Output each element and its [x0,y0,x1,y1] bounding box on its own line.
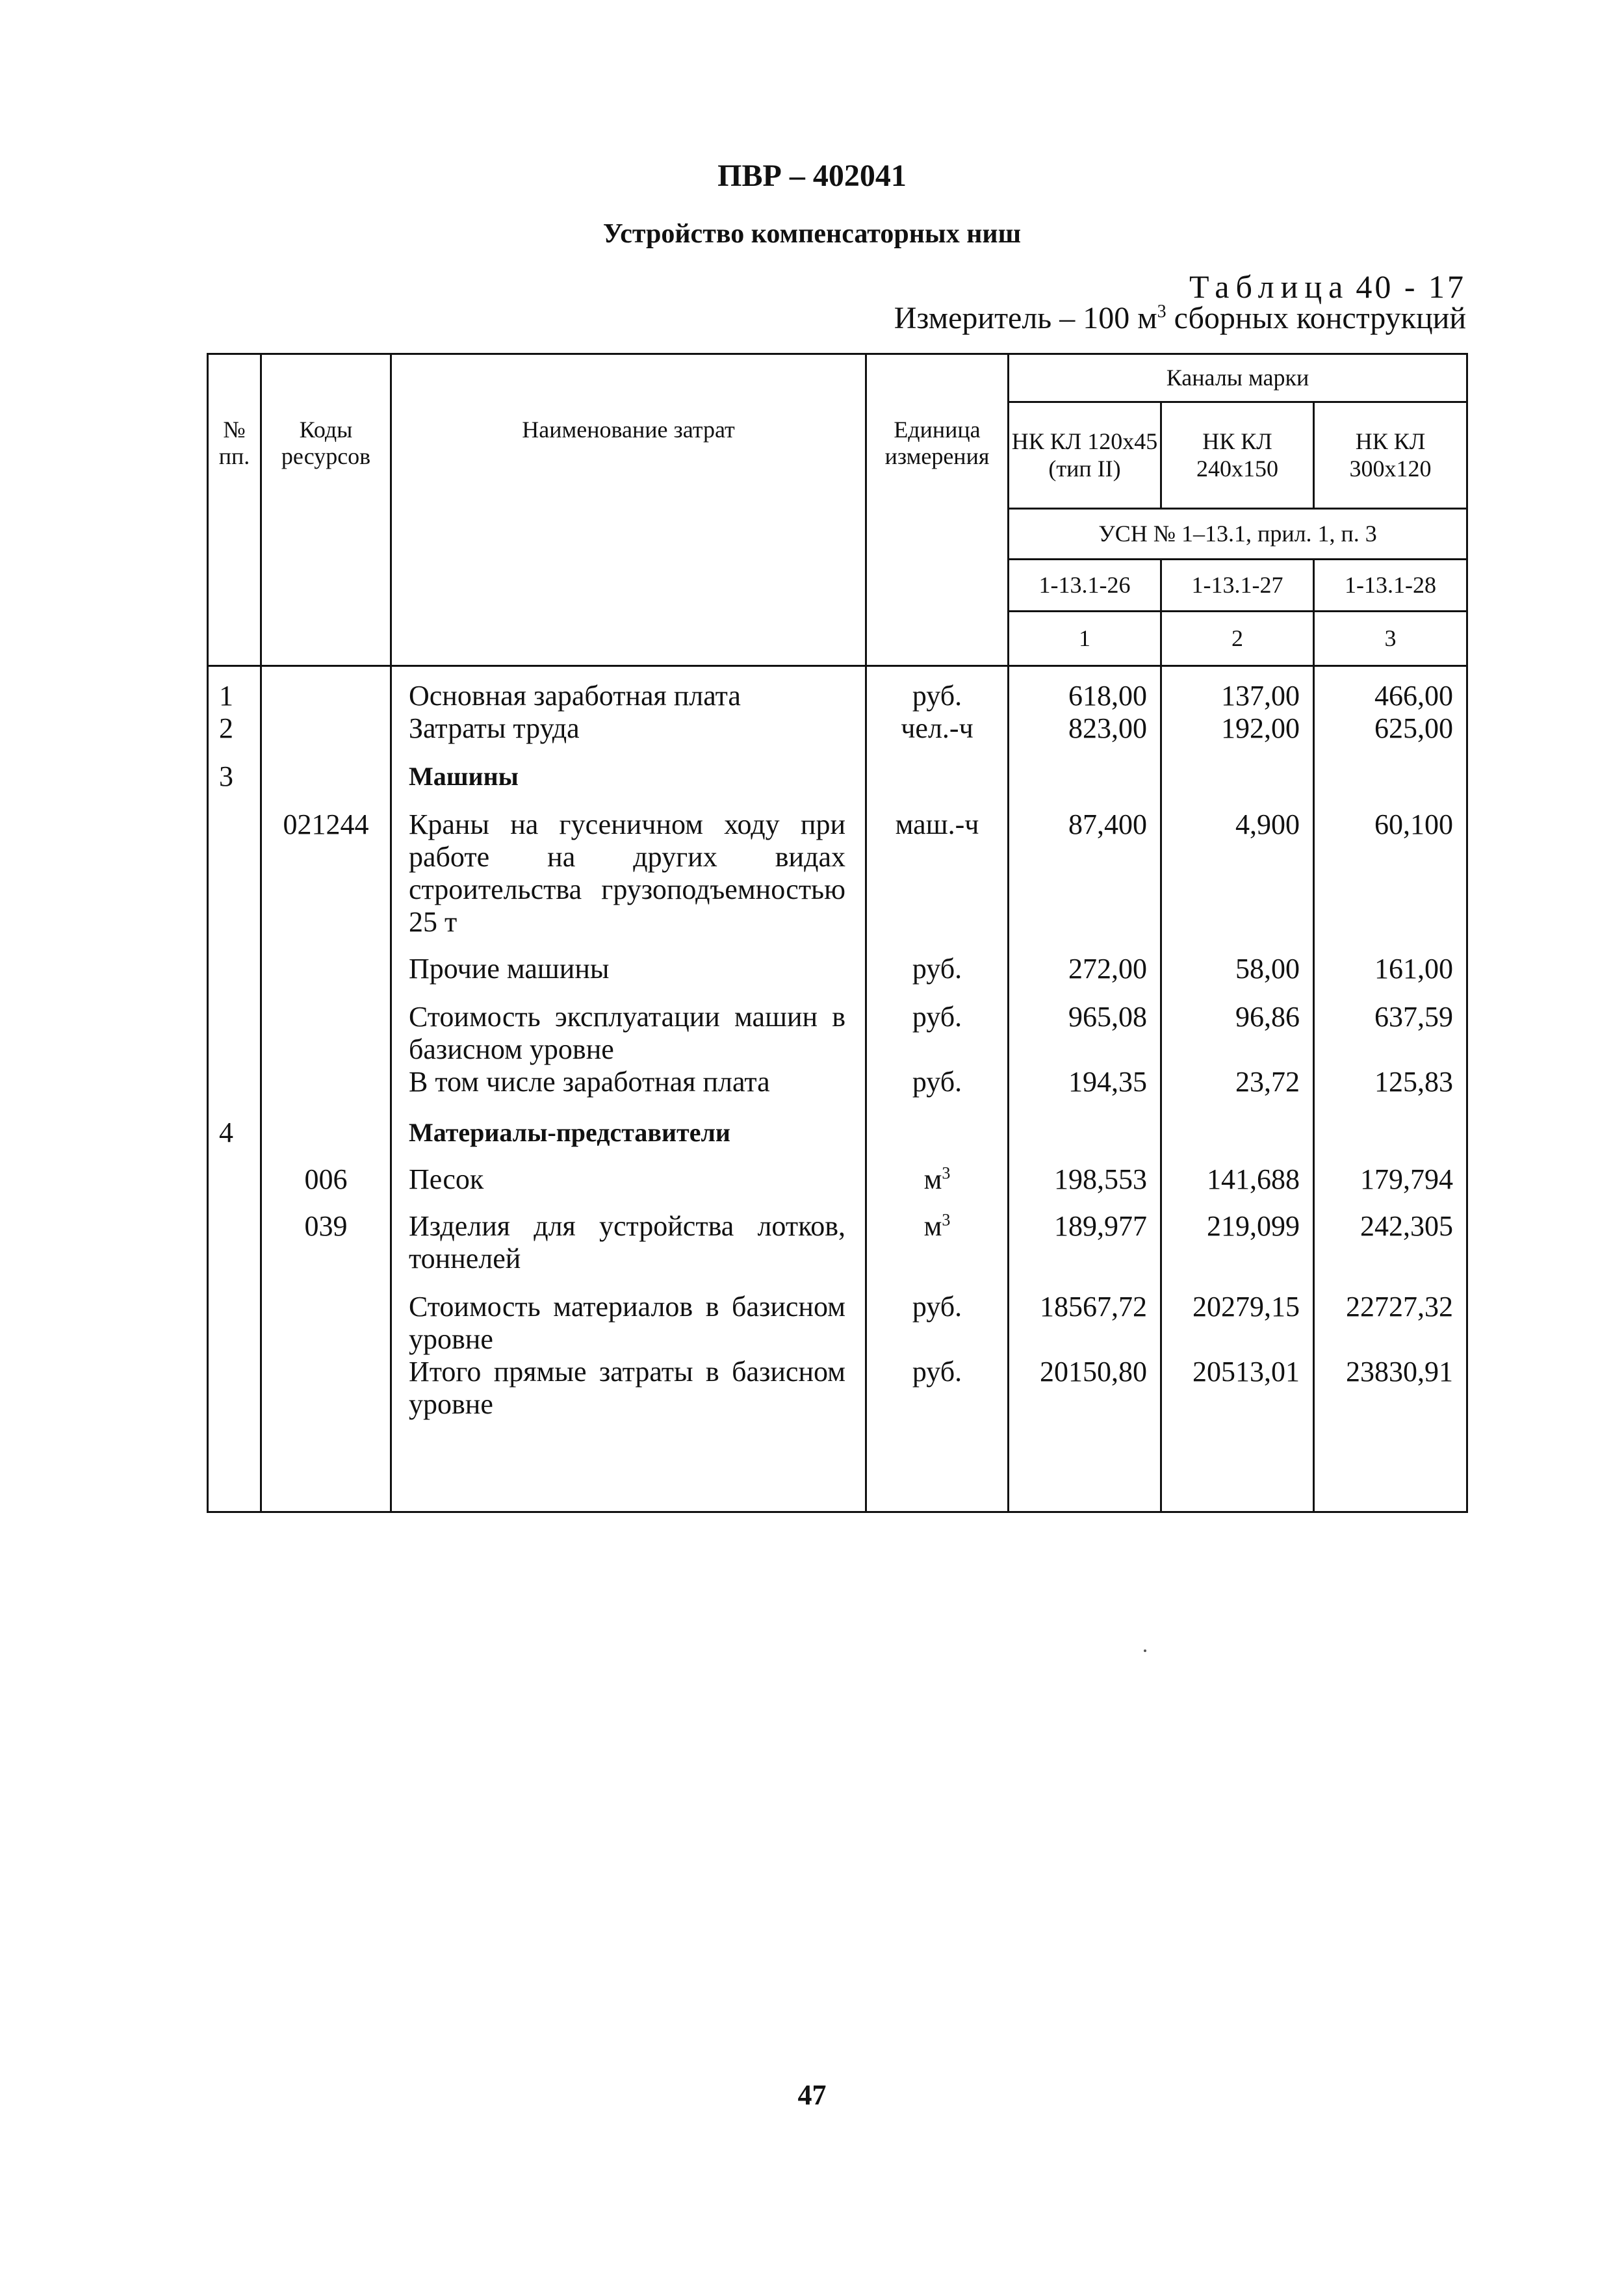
row-name: Материалы-представители [391,1098,866,1149]
row-value-1 [1009,745,1161,793]
row-name: Стоимость эксплуатации машин в базисном уровне [391,985,866,1066]
header-code-2: 1-13.1-27 [1161,560,1314,612]
row-value-3: 637,59 [1314,985,1467,1066]
header-group: Каналы марки [1009,354,1467,402]
header-num: № пп. [208,354,261,666]
row-num [208,938,261,985]
row-unit: руб. [866,938,1009,985]
row-value-3: 125,83 [1314,1066,1467,1098]
table-row [208,793,1467,938]
row-code [261,1356,391,1512]
row-unit: чел.-ч [866,712,1009,745]
row-value-1: 823,00 [1009,712,1161,745]
row-code [261,1275,391,1356]
row-value-1: 20150,80 [1009,1356,1161,1512]
row-name: Машины [391,745,866,793]
table-row [208,1149,1467,1196]
unit-text: м [923,1163,942,1195]
row-value-3: 161,00 [1314,938,1467,985]
row-code [261,666,391,713]
page-number: 47 [797,2079,827,2111]
header-colnum-2: 2 [1161,612,1314,666]
table-row [208,985,1467,1066]
header-channel-2: НК КЛ 240х150 [1161,402,1314,509]
row-value-3: 23830,91 [1314,1356,1467,1512]
row-value-1: 198,553 [1009,1149,1161,1196]
row-code [261,745,391,793]
row-value-2: 141,688 [1161,1149,1314,1196]
measure-prefix: Измеритель – 100 м [894,301,1157,335]
row-name: Изделия для устройства лотков, тоннелей [391,1196,866,1275]
header-usn-ref: УСН № 1–13.1, прил. 1, п. 3 [1009,509,1467,560]
row-value-3: 60,100 [1314,793,1467,938]
row-value-1: 965,08 [1009,985,1161,1066]
row-value-2: 192,00 [1161,712,1314,745]
header-colnum-3: 3 [1314,612,1467,666]
row-value-2: 20513,01 [1161,1356,1314,1512]
table-row [208,666,1467,713]
row-name: Основная заработная плата [391,666,866,713]
row-num [208,793,261,938]
row-value-1: 189,977 [1009,1196,1161,1275]
row-num: 3 [208,745,261,793]
table-row [208,745,1467,793]
row-code [261,1098,391,1149]
row-value-2: 137,00 [1161,666,1314,713]
row-unit: маш.-ч [866,793,1009,938]
table-row [208,1196,1467,1275]
unit-sup: 3 [942,1210,951,1230]
row-code [261,938,391,985]
row-unit: руб. [866,1275,1009,1356]
row-value-3: 625,00 [1314,712,1467,745]
header-channel-1: НК КЛ 120х45 (тип II) [1009,402,1161,509]
scan-speck [1144,1649,1146,1652]
table-row [208,1066,1467,1098]
row-code [261,1066,391,1098]
row-value-2: 219,099 [1161,1196,1314,1275]
measure-sup: 3 [1157,302,1166,322]
row-unit [866,1149,1009,1196]
measure-suffix: сборных конструкций [1174,301,1466,335]
row-num: 4 [208,1098,261,1149]
row-value-2: 96,86 [1161,985,1314,1066]
table-row [208,1275,1467,1356]
row-value-1 [1009,1098,1161,1149]
row-name: Прочие машины [391,938,866,985]
row-value-1: 272,00 [1009,938,1161,985]
table-row [208,712,1467,745]
table-row [208,1356,1467,1512]
row-num [208,1149,261,1196]
row-num: 2 [208,712,261,745]
row-name: Итого прямые затраты в базисном уровне [391,1356,866,1512]
row-value-3: 22727,32 [1314,1275,1467,1356]
header-unit: Единица измерения [866,354,1009,666]
row-num [208,1196,261,1275]
row-code: 021244 [261,793,391,938]
row-name: Затраты труда [391,712,866,745]
header-code-3: 1-13.1-28 [1314,560,1467,612]
row-value-2: 4,900 [1161,793,1314,938]
header-colnum-1: 1 [1009,612,1161,666]
row-num [208,1066,261,1098]
row-value-3: 242,305 [1314,1196,1467,1275]
row-value-2: 58,00 [1161,938,1314,985]
row-value-2 [1161,745,1314,793]
unit-text: м [923,1210,942,1242]
row-value-1: 618,00 [1009,666,1161,713]
row-value-3: 179,794 [1314,1149,1467,1196]
row-unit [866,745,1009,793]
unit-sup: 3 [942,1163,951,1183]
row-value-3 [1314,1098,1467,1149]
row-unit: руб. [866,1356,1009,1512]
row-value-2 [1161,1098,1314,1149]
row-unit [866,1196,1009,1275]
row-name: Краны на гусеничном ходу при работе на других видах строительства грузоподъемностью 25 т [391,793,866,938]
row-value-2: 20279,15 [1161,1275,1314,1356]
row-code: 039 [261,1196,391,1275]
row-unit: руб. [866,985,1009,1066]
row-num [208,1275,261,1356]
table-word: Таблица [1189,268,1350,305]
header-name: Наименование затрат [391,354,866,666]
cost-table [207,353,1468,1513]
row-value-2: 23,72 [1161,1066,1314,1098]
row-num [208,1356,261,1512]
row-code [261,985,391,1066]
row-num [208,985,261,1066]
row-value-3: 466,00 [1314,666,1467,713]
table-row [208,1098,1467,1149]
document-title: Устройство компенсаторных ниш [602,219,1022,249]
measure-line [894,300,1466,336]
row-value-1: 87,400 [1009,793,1161,938]
table-number: 40 - 17 [1356,268,1466,305]
row-value-1: 194,35 [1009,1066,1161,1098]
row-unit: руб. [866,1066,1009,1098]
row-value-1: 18567,72 [1009,1275,1161,1356]
row-name: Песок [391,1149,866,1196]
header-code-1: 1-13.1-26 [1009,560,1161,612]
row-code [261,712,391,745]
table-row [208,938,1467,985]
row-unit: руб. [866,666,1009,713]
row-code: 006 [261,1149,391,1196]
row-name: Стоимость материалов в базисном уровне [391,1275,866,1356]
row-unit [866,1098,1009,1149]
row-name: В том числе заработная плата [391,1066,866,1098]
row-num: 1 [208,666,261,713]
row-value-3 [1314,745,1467,793]
document-code: ПВР – 402041 [717,159,907,193]
header-channel-3: НК КЛ 300х120 [1314,402,1467,509]
header-code: Коды ресурсов [261,354,391,666]
